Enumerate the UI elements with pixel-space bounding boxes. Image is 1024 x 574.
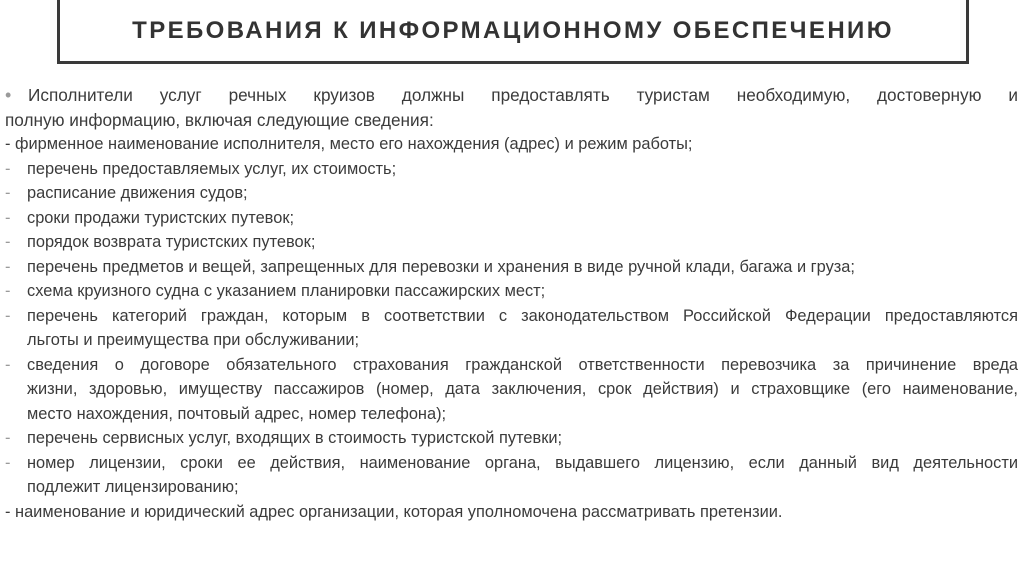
list-item [5,304,1018,353]
dash-marker: - [5,233,11,251]
dash-marker: - [5,257,11,276]
intro-paragraph [5,83,1018,132]
list-item-text-line-1: сведения о договоре обязательного страхования гражданской ответственности перевозчика за причинение вреда [27,355,1018,374]
list-item [5,157,1018,182]
content-body [5,83,1018,524]
dash-marker: - [5,135,16,153]
dash-marker: - [5,306,11,325]
dash-marker: - [5,429,11,447]
intro-line-2: полную информацию, включая следующие сведения: [5,109,434,130]
dash-marker: - [5,355,11,374]
list-item [5,500,1018,525]
list-item-text-line-1: перечень категорий граждан, которым в соответствии с законодательством Российской Федерации предоставляются [27,306,1018,325]
list-item-text-line-1: номер лицензии, сроки ее действия, наименование органа, выдавшего лицензию, если данный вид деятельности [27,453,1018,472]
title-frame [57,0,969,64]
dash-marker: - [5,208,11,227]
list-item [5,353,1018,427]
list-item-text: порядок возврата туристских путевок; [27,233,316,251]
list-item-text: схема круизного судна с указанием планировки пассажирских мест; [27,282,546,300]
list-item [5,206,1018,231]
list-item-text: перечень предоставляемых услуг, их стоимость; [27,159,397,178]
dash-marker: - [5,184,11,202]
dash-marker: - [5,453,11,472]
page-title: ТРЕБОВАНИЯ К ИНФОРМАЦИОННОМУ ОБЕСПЕЧЕНИЮ [132,16,894,44]
list-item-text: сроки продажи туристских путевок; [27,208,295,227]
list-item [5,279,1018,304]
list-item [5,132,1018,157]
dash-marker: - [5,159,11,178]
list-item [5,230,1018,255]
list-item [5,181,1018,206]
dash-marker: - [5,502,16,521]
list-item [5,426,1018,451]
list-item-text-line-2: льготы и преимущества при обслуживании; [27,331,360,349]
list-item-text-line-2: жизни, здоровью, имуществу пассажиров (номер, дата заключения, срок действия) и страховщике (его наименование, [27,380,1018,398]
list-item-text-line-3: место нахождения, почтовый адрес, номер телефона); [27,404,447,423]
list-item-text: перечень сервисных услуг, входящих в стоимость туристской путевки; [27,429,563,447]
list-item [5,255,1018,280]
list-item-text: фирменное наименование исполнителя, место его нахождения (адрес) и режим работы; [15,135,693,153]
list-item [5,451,1018,500]
list-item-text: расписание движения судов; [27,184,248,202]
intro-line-1: Исполнители услуг речных круизов должны предоставлять туристам необходимую, достоверную и [28,85,1018,105]
list-item-text: перечень предметов и вещей, запрещенных для перевозки и хранения в виде ручной клади, багажа и груза; [27,257,855,276]
list-item-text: наименование и юридический адрес организации, которая уполномочена рассматривать претензии. [15,502,783,521]
dash-marker: - [5,282,11,300]
list-item-text-line-2: подлежит лицензированию; [27,478,239,496]
bullet-icon: • [5,85,12,105]
